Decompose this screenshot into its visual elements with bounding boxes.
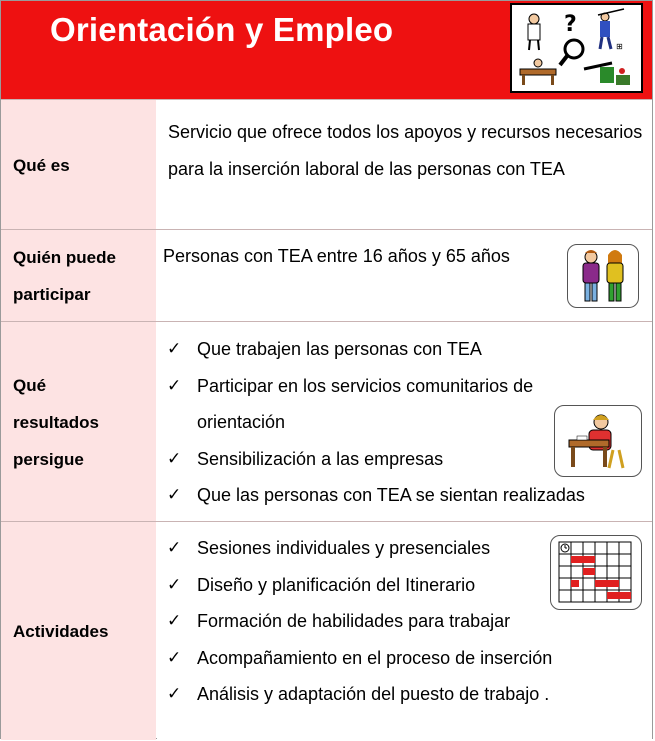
list-item: ✓ Sensibilización a las empresas: [167, 441, 585, 478]
row-label: Actividades: [1, 522, 156, 740]
row-content: [157, 522, 652, 740]
svg-text:?: ?: [564, 12, 577, 37]
check-icon: ✓: [167, 339, 182, 358]
list-item: ✓ Que trabajen las personas con TEA: [167, 331, 585, 368]
row-actividades: [1, 521, 652, 740]
list-item: ✓ Que las personas con TEA se sientan realizadas: [167, 477, 585, 514]
guidance-pictogram: [510, 3, 643, 93]
results-list: [167, 331, 585, 514]
list-item: ✓ Participar en los servicios comunitarios de: [167, 368, 585, 405]
check-icon: ✓: [167, 611, 182, 630]
row-quien-puede-participar: [1, 229, 652, 322]
list-item-continuation: orientación: [197, 412, 286, 432]
row-content: [157, 322, 652, 522]
check-icon: ✓: [167, 574, 182, 594]
row-que-es: [1, 99, 652, 230]
check-icon: ✓: [167, 647, 182, 667]
schedule-grid-pictogram: [550, 535, 642, 610]
list-item: ✓ Diseño y planificación del Itinerario: [167, 567, 552, 604]
check-icon: ✓: [167, 448, 182, 468]
check-icon: ✓: [167, 375, 182, 395]
people-pictogram: [567, 244, 639, 308]
activities-list: [167, 530, 552, 713]
list-item: ✓ Acompañamiento en el proceso de inserción: [167, 640, 552, 677]
check-icon: ✓: [167, 485, 182, 504]
row-label: Quién puede participar: [1, 230, 156, 322]
svg-text:⊞: ⊞: [616, 42, 623, 51]
list-item: ✓ Formación de habilidades para trabajar: [167, 603, 552, 640]
check-icon: ✓: [167, 684, 182, 703]
row-label: Qué es: [1, 100, 156, 230]
row-label: Qué resultados persigue: [1, 322, 156, 522]
check-icon: ✓: [167, 538, 182, 557]
list-item: ✓ Análisis y adaptación del puesto de trabajo .: [167, 676, 552, 713]
row-content: [157, 230, 652, 322]
row-que-resultados-persigue: [1, 321, 652, 522]
description-text: Servicio que ofrece todos los apoyos y recursos necesarios para la inserción laboral de las personas con TEA: [168, 122, 643, 179]
list-item: ✓ Sesiones individuales y presenciales: [167, 530, 552, 567]
participants-text: Personas con TEA entre 16 años y 65 años: [163, 246, 510, 266]
worker-at-desk-pictogram: [554, 405, 642, 477]
page-title: Orientación y Empleo: [50, 11, 394, 48]
header-banner: [1, 1, 652, 99]
row-content: [157, 100, 652, 230]
